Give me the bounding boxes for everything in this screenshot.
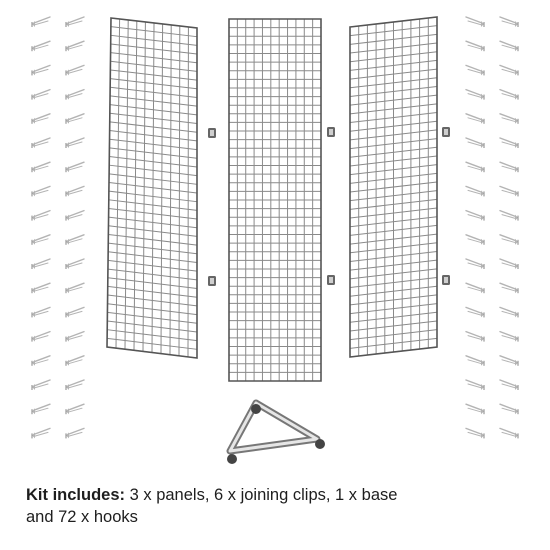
display-hook [466,283,484,293]
display-hook [32,307,50,317]
joining-clip [327,127,335,137]
display-hook [32,404,50,414]
caster-wheel [251,404,261,414]
grid-panel-center [229,19,321,381]
display-hook [466,211,484,221]
kit-contents-line1: 3 x panels, 6 x joining clips, 1 x base [125,486,398,504]
display-hook [466,235,484,245]
display-hook [500,211,518,221]
display-hook [32,90,50,100]
display-hook [500,90,518,100]
display-hook [466,356,484,366]
display-hook [66,114,84,124]
display-hook [500,404,518,414]
display-hook [466,380,484,390]
joining-clips [208,127,450,286]
display-hook [500,356,518,366]
display-hook [66,65,84,75]
display-hook [500,235,518,245]
display-hook [32,283,50,293]
display-hook [66,162,84,172]
display-hook [66,307,84,317]
display-hook [32,380,50,390]
display-hook [466,90,484,100]
kit-contents-line2: and 72 x hooks [26,508,138,526]
display-hook [466,307,484,317]
display-hook [500,114,518,124]
display-hook [32,332,50,342]
display-hook [466,17,484,27]
caster-wheel [227,454,237,464]
display-hook [66,428,84,438]
display-hook [500,380,518,390]
display-hook [466,65,484,75]
display-hook [500,259,518,269]
display-hook [500,307,518,317]
display-hook [66,259,84,269]
grid-panel-right [350,17,437,357]
display-hook [66,17,84,27]
kit-contents-caption [26,484,526,528]
display-hook [66,138,84,148]
caster-wheel [315,439,325,449]
display-hook [32,41,50,51]
joining-clip [208,276,216,286]
display-hook [32,114,50,124]
display-hook [466,114,484,124]
display-hook [66,41,84,51]
display-hook [500,186,518,196]
grid-panel-left [107,18,197,358]
display-hook [466,41,484,51]
hook-column-left [32,17,84,438]
display-hook [66,186,84,196]
triangle-base [227,403,325,464]
display-hook [66,380,84,390]
hook-column-right [466,17,518,438]
display-hook [32,259,50,269]
kit-includes-label: Kit includes: [26,486,126,504]
display-hook [32,17,50,27]
display-hook [32,428,50,438]
display-hook [66,283,84,293]
display-hook [32,65,50,75]
display-hook [500,283,518,293]
display-hook [32,235,50,245]
display-hook [66,90,84,100]
display-hook [500,17,518,27]
display-hook [32,162,50,172]
display-hook [32,211,50,221]
display-hook [500,162,518,172]
display-hook [32,138,50,148]
display-hook [500,428,518,438]
display-hook [66,332,84,342]
display-hook [32,356,50,366]
display-hook [500,41,518,51]
joining-clip [208,128,216,138]
display-hook [66,211,84,221]
display-hook [66,235,84,245]
display-hook [500,65,518,75]
display-hook [466,428,484,438]
display-hook [466,162,484,172]
display-hook [66,356,84,366]
display-hook [32,186,50,196]
display-hook [466,404,484,414]
joining-clip [442,275,450,285]
display-hook [66,404,84,414]
display-hook [466,259,484,269]
joining-clip [327,275,335,285]
display-hook [500,138,518,148]
joining-clip [442,127,450,137]
display-hook [466,332,484,342]
display-hook [466,138,484,148]
display-hook [466,186,484,196]
display-hook [500,332,518,342]
